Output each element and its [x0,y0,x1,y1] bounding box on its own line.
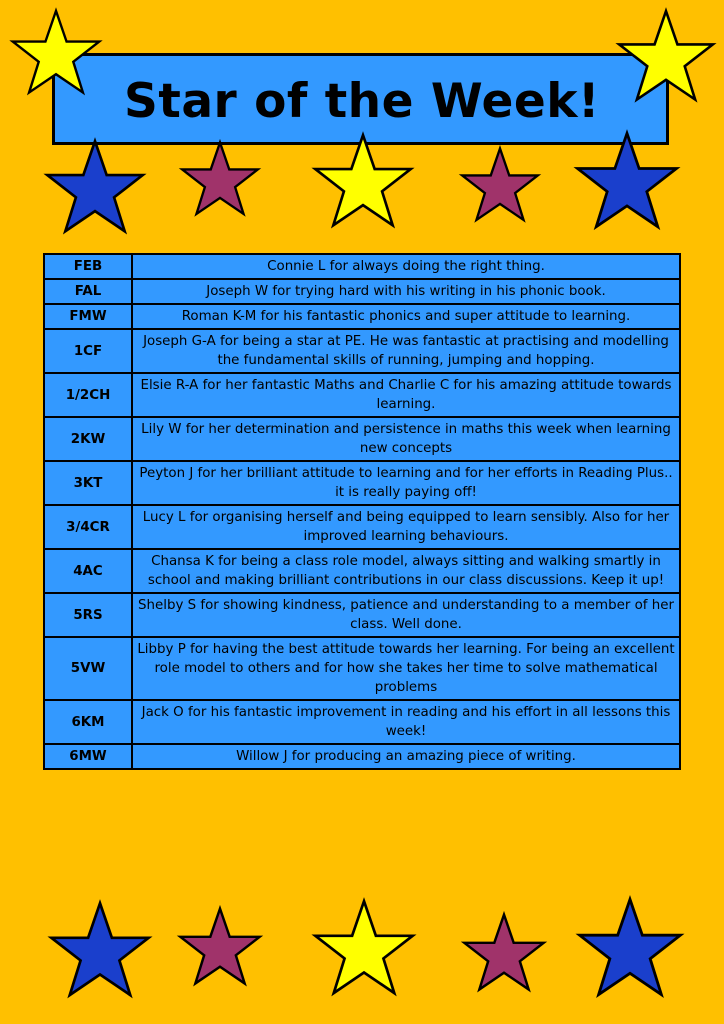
table-row [44,461,680,505]
class-name-cell: FAL [44,279,132,304]
table-row [44,304,680,329]
class-name-cell: FEB [44,254,132,279]
star-icon-bottom-yellow [310,898,418,1006]
class-name-cell: 1CF [44,329,132,373]
class-name-cell: 6KM [44,700,132,744]
class-name-cell: 4AC [44,549,132,593]
award-reason-cell: Shelby S for showing kindness, patience and understanding to a member of her class. Well done. [132,593,680,637]
page-title: Star of the Week! [124,74,600,129]
star-icon-top-left [8,8,104,104]
star-of-week-table [43,253,681,770]
star-icon-yellow-center [310,132,416,238]
table-body [44,254,680,769]
table-row [44,329,680,373]
class-name-cell: 5VW [44,637,132,700]
table-row [44,700,680,744]
table-row [44,505,680,549]
table-row [44,417,680,461]
class-name-cell: 2KW [44,417,132,461]
table-row [44,254,680,279]
table-row [44,279,680,304]
table-row [44,593,680,637]
class-name-cell: 1/2CH [44,373,132,417]
award-reason-cell: Lily W for her determination and persistence in maths this week when learning new concepts [132,417,680,461]
award-reason-cell: Elsie R-A for her fantastic Maths and Charlie C for his amazing attitude towards learning. [132,373,680,417]
star-icon-top-right [614,8,718,112]
star-icon-bottom-blue-2 [574,896,686,1008]
class-name-cell: 3/4CR [44,505,132,549]
table-row [44,549,680,593]
star-icon-bottom-maroon-2 [460,912,548,1000]
award-reason-cell: Willow J for producing an amazing piece of writing. [132,744,680,769]
award-reason-cell: Libby P for having the best attitude towards her learning. For being an excellent role model to others and for how she takes her time to solve mathematical problems [132,637,680,700]
table-row [44,744,680,769]
award-reason-cell: Roman K-M for his fantastic phonics and super attitude to learning. [132,304,680,329]
star-icon-maroon-1 [178,140,262,224]
award-reason-cell: Connie L for always doing the right thing. [132,254,680,279]
class-name-cell: 5RS [44,593,132,637]
award-reason-cell: Peyton J for her brilliant attitude to learning and for her efforts in Reading Plus.. it is really paying off! [132,461,680,505]
star-icon-bottom-maroon-1 [176,906,264,994]
class-name-cell: 3KT [44,461,132,505]
class-name-cell: FMW [44,304,132,329]
award-reason-cell: Jack O for his fantastic improvement in reading and his effort in all lessons this week! [132,700,680,744]
award-reason-cell: Joseph W for trying hard with his writing in his phonic book. [132,279,680,304]
star-icon-maroon-2 [458,146,542,230]
table-row [44,637,680,700]
award-reason-cell: Lucy L for organising herself and being equipped to learn sensibly. Also for her improved learning behaviours. [132,505,680,549]
award-reason-cell: Joseph G-A for being a star at PE. He was fantastic at practising and modelling the fundamental skills of running, jumping and hopping. [132,329,680,373]
star-icon-blue-2 [572,130,682,240]
award-reason-cell: Chansa K for being a class role model, always sitting and walking smartly in school and making brilliant contributions in our class discussions. Keep it up! [132,549,680,593]
table-row [44,373,680,417]
class-name-cell: 6MW [44,744,132,769]
star-icon-bottom-blue-1 [46,900,154,1008]
star-icon-blue-1 [42,138,148,244]
